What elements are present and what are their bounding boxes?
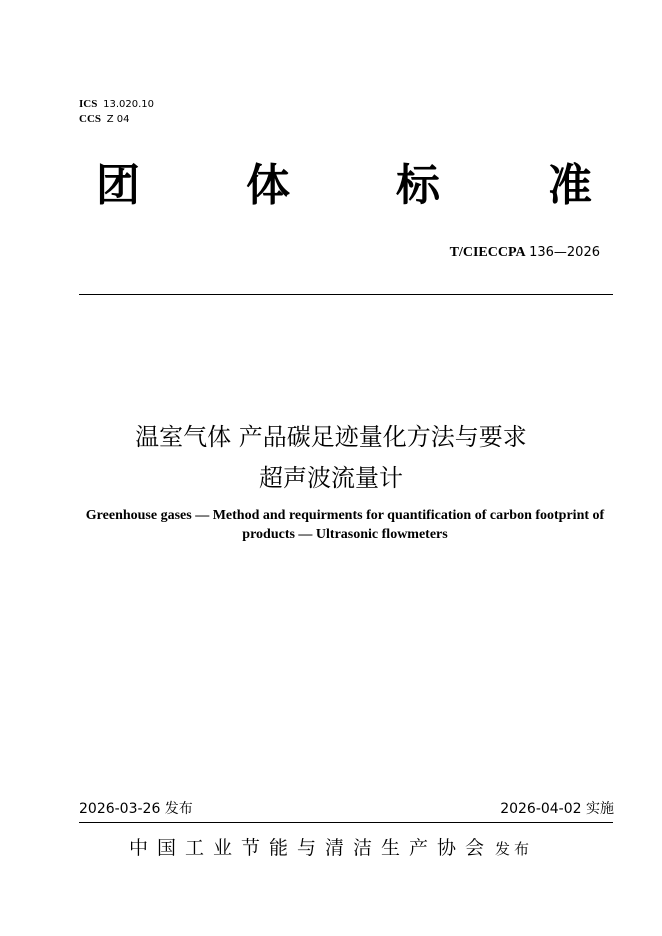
- ccs-line: [79, 112, 130, 127]
- heading-char-3: 标: [396, 160, 440, 211]
- ccs-value: Z 04: [106, 114, 130, 125]
- publish-date: 2026-03-26 发布: [79, 801, 193, 817]
- title-cn-line1: 温室气体 产品碳足迹量化方法与要求: [135, 423, 527, 451]
- heading-char-2: 体: [246, 160, 290, 211]
- implement-date: 2026-04-02 实施: [500, 801, 614, 817]
- ics-line: [79, 97, 154, 112]
- header-divider: [79, 294, 613, 295]
- publisher-issue: 发布: [495, 840, 534, 858]
- title-en: Greenhouse gases — Method and requirments for quantification of carbon footprint of products — Ultrasonic flowmeters: [85, 508, 605, 542]
- footer-divider: [79, 822, 613, 823]
- standard-prefix: T/CIECCPA: [449, 245, 526, 260]
- heading-char-4: 准: [548, 160, 592, 211]
- title-cn-line2: 超声波流量计: [259, 464, 403, 492]
- standard-code: 136—2026: [529, 245, 600, 260]
- heading-char-1: 团: [96, 160, 140, 211]
- standard-number: [450, 244, 600, 262]
- ics-label: ICS: [79, 98, 98, 110]
- ccs-label: CCS: [79, 113, 102, 125]
- ics-value: 13.020.10: [103, 99, 154, 110]
- publisher: [0, 833, 662, 860]
- publisher-org: 中国工业节能与清洁生产协会: [128, 837, 493, 859]
